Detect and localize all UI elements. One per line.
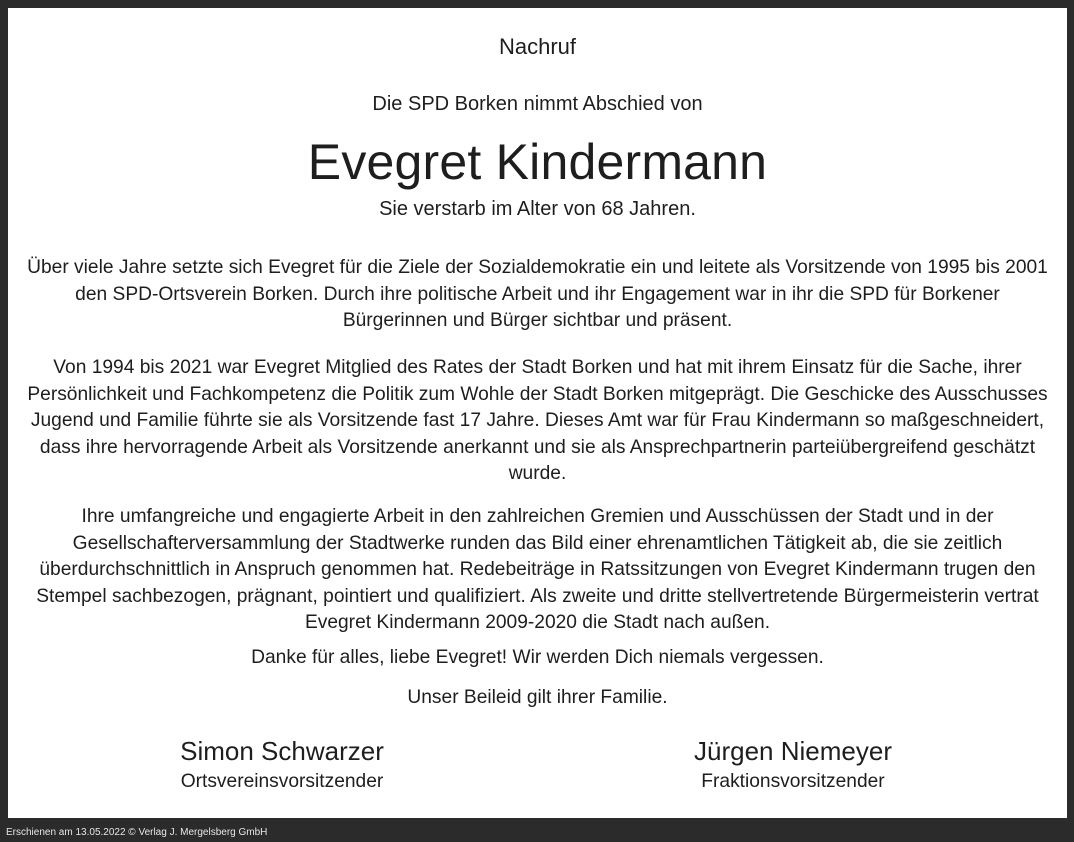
age-line: Sie verstarb im Alter von 68 Jahren. (379, 198, 696, 220)
signatory-name: Jürgen Niemeyer (694, 736, 892, 766)
thanks-line: Danke für alles, liebe Evegret! Wir werden Dich niemals vergessen. (251, 647, 824, 668)
paragraph-1: Über viele Jahre setzte sich Evegret für die Ziele der Sozialdemokratie ein und leitete als Vorsitzende von 1995 bis 2001 den SPD-Ortsverein Borken. Durch ihre politische Arbeit und ihr Engagement war in ihr die SPD für Borkener Bürgerinnen und Bürger sichtbar und präsent. (27, 257, 1048, 332)
condolence-line: Unser Beileid gilt ihrer Familie. (407, 687, 668, 708)
publication-footer: Erschienen am 13.05.2022 © Verlag J. Mergelsberg GmbH (6, 827, 268, 838)
deceased-name: Evegret Kindermann (307, 134, 768, 190)
signatory-name: Simon Schwarzer (180, 736, 384, 766)
signatory-right (593, 735, 993, 795)
paragraph-3: Ihre umfangreiche und engagierte Arbeit in den zahlreichen Gremien und Ausschüssen der Stadt und in der Gesellschafterversammlung der Stadtwerke runden das Bild einer ehrenamtlichen Tätigkeit ab, die sie zeitlich überdurchschnittlich in Anspruch genommen hat. Redebeiträge in Ratssitzungen von Evegret Kindermann trugen den Stempel sachbezogen, prägnant, pointiert und qualifiziert. Als zweite und dritte stellvertretende Bürgermeisterin vertrat Evegret Kindermann 2009-2020 die Stadt nach außen. (36, 506, 1039, 634)
paragraph-2: Von 1994 bis 2021 war Evegret Mitglied des Rates der Stadt Borken und hat mit ihrem Einsatz für die Sache, ihrer Persönlichkeit und Fachkompetenz die Politik zum Wohle der Stadt Borken mitgeprägt. Die Geschicke des Ausschusses Jugend und Familie führte sie als Vorsitzende fast 17 Jahre. Dieses Amt war für Frau Kindermann so maßgeschneidert, dass ihre hervorragende Arbeit als Vorsitzende anerkannt und sie als Ansprechpartnerin parteiübergreifend geschätzt wurde. (27, 357, 1048, 485)
obituary-notice (8, 8, 1067, 818)
notice-heading: Nachruf (498, 34, 577, 59)
signatory-left (82, 735, 482, 795)
signatory-role: Fraktionsvorsitzender (701, 771, 885, 792)
signatory-role: Ortsvereinsvorsitzender (180, 771, 384, 792)
notice-intro: Die SPD Borken nimmt Abschied von (372, 93, 703, 115)
